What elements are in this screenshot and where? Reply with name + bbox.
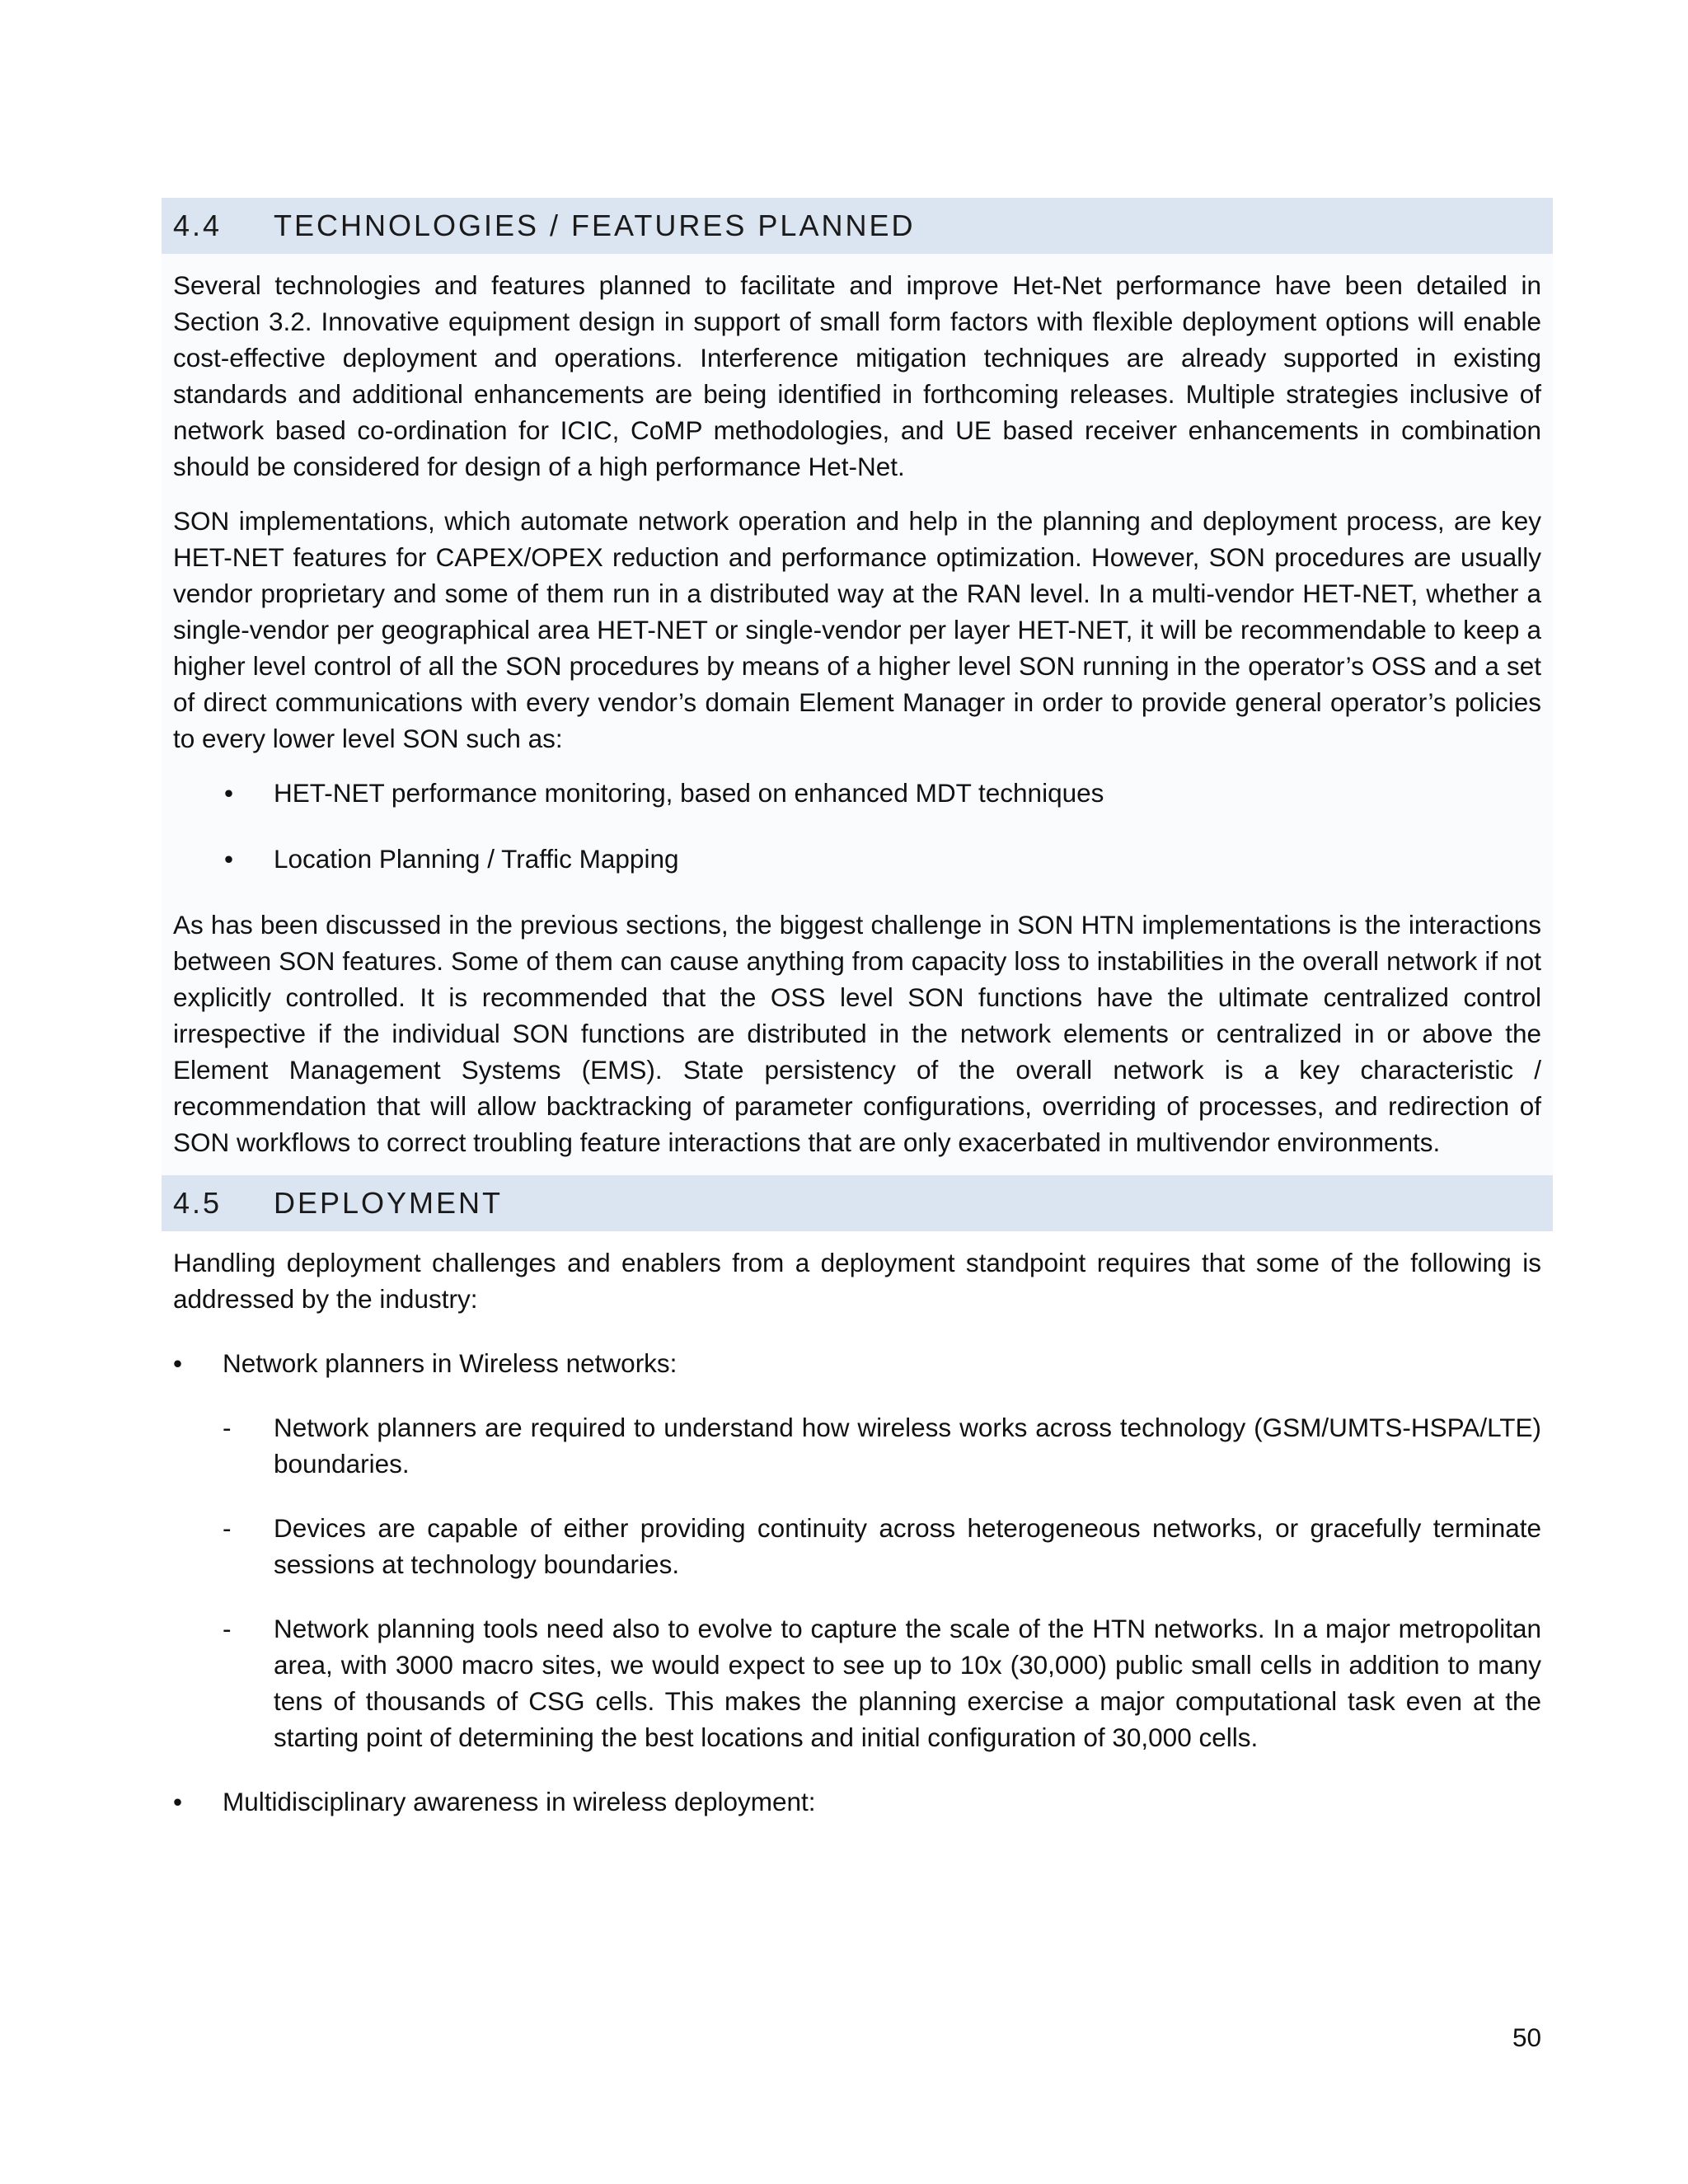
bullet-icon: • [173, 1348, 183, 1378]
list-item-text: Network planners in Wireless networks: [223, 1348, 678, 1378]
list-item [173, 841, 1541, 877]
section-body-4-4 [162, 254, 1553, 1175]
list-item-text: Multidisciplinary awareness in wireless deployment: [223, 1787, 816, 1816]
bullet-icon: • [173, 1787, 183, 1816]
page-content [162, 198, 1553, 1863]
list-item-text: Network planners are required to understand how wireless works across technology (GSM/UMTS-HSPA/LTE) boundaries. [274, 1413, 1541, 1479]
paragraph: As has been discussed in the previous sections, the biggest challenge in SON HTN implementations is the interactions between SON features. Some of them can cause anything from capacity loss to instabilities in the overall network if not explicitly controlled. It is recommended that the OSS level SON functions have the ultimate centralized control irrespective if the individual SON functions are distributed in the network elements or centralized in or above the Element Management Systems (EMS). State persistency of the overall network is a key characteristic / recommendation that will allow backtracking of parameter configurations, overriding of processes, and redirection of SON workflows to correct troubling feature interactions that are only exacerbated in multivendor environments. [173, 910, 1541, 1157]
paragraph: Handling deployment challenges and enablers from a deployment standpoint requires that some of the following is addressed by the industry: [173, 1248, 1541, 1314]
bullet-list [173, 775, 1541, 877]
bullet-list [173, 1345, 1541, 1820]
section-heading-4-4 [162, 198, 1553, 254]
list-item-text: Network planning tools need also to evolve to capture the scale of the HTN networks. In a major metropolitan area, with 3000 macro sites, we would expect to see up to 10x (30,000) public small cells in addition to many tens of thousands of CSG cells. This makes the planning exercise a major computational task even at the starting point of determining the best locations and initial configuration of 30,000 cells. [274, 1614, 1541, 1752]
dash-icon: - [223, 1513, 232, 1543]
bullet-icon: • [224, 844, 234, 874]
list-item [173, 1510, 1541, 1582]
list-item [173, 775, 1541, 811]
section-number: 4.5 [173, 1186, 223, 1220]
list-item [173, 1345, 1541, 1755]
bullet-icon: • [224, 778, 234, 808]
section-title: TECHNOLOGIES / FEATURES PLANNED [274, 209, 916, 242]
dash-icon: - [223, 1614, 232, 1643]
list-item [173, 1409, 1541, 1482]
section-title: DEPLOYMENT [274, 1186, 504, 1220]
dash-list [173, 1409, 1541, 1755]
section-number: 4.4 [173, 209, 223, 242]
section-heading-4-5 [162, 1175, 1553, 1231]
paragraph: Several technologies and features planned to facilitate and improve Het-Net performance have been detailed in Section 3.2. Innovative equipment design in support of small form factors with flexible deployment options will enable cost-effective deployment and operations. Interference mitigation techniques are already supported in existing standards and additional enhancements are being identified in forthcoming releases. Multiple strategies inclusive of network based co-ordination for ICIC, CoMP methodologies, and UE based receiver enhancements in combination should be considered for design of a high performance Het-Net. [173, 270, 1541, 481]
paragraph: SON implementations, which automate network operation and help in the planning and deployment process, are key HET-NET features for CAPEX/OPEX reduction and performance optimization. However, SON procedures are usually vendor proprietary and some of them run in a distributed way at the RAN level. In a multi-vendor HET-NET, whether a single-vendor per geographical area HET-NET or single-vendor per layer HET-NET, it will be recommendable to keep a higher level control of all the SON procedures by means of a higher level SON running in the operator’s OSS and a set of direct communications with every vendor’s domain Element Manager in order to provide general operator’s policies to every lower level SON such as: [173, 506, 1541, 753]
dash-icon: - [223, 1413, 232, 1442]
section-body-4-5 [162, 1231, 1553, 1863]
list-item-text: Devices are capable of either providing continuity across heterogeneous networks, or gracefully terminate sessions at technology boundaries. [274, 1513, 1541, 1579]
list-item-text: Location Planning / Traffic Mapping [274, 844, 679, 874]
list-item [173, 1610, 1541, 1755]
list-item-text: HET-NET performance monitoring, based on enhanced MDT techniques [274, 778, 1104, 808]
page-number: 50 [1512, 2022, 1541, 2052]
list-item [173, 1783, 1541, 1820]
